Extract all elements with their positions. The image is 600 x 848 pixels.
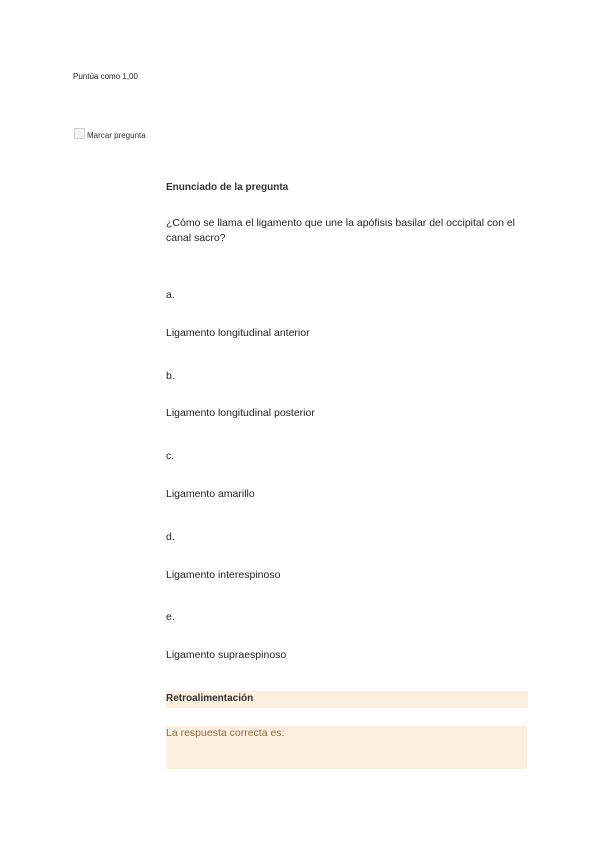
option-e-letter: e.: [166, 611, 175, 623]
flag-question[interactable]: [74, 126, 146, 140]
question-stem-heading: Enunciado de la pregunta: [166, 182, 289, 193]
option-b-text[interactable]: Ligamento longitudinal posterior: [166, 407, 315, 419]
question-text: ¿Cómo se llama el ligamento que une la apófisis basilar del occipital con el canal sacro?: [166, 217, 516, 244]
flag-checkbox[interactable]: [74, 128, 85, 139]
flag-label[interactable]: Marcar pregunta: [87, 131, 146, 140]
option-b-letter: b.: [166, 370, 175, 382]
option-c-letter: c.: [166, 450, 175, 462]
option-a-letter: a.: [166, 289, 175, 301]
grade-label: Puntúa como 1,00: [73, 72, 138, 81]
feedback-text: La respuesta correcta es:: [166, 727, 285, 739]
option-c-text[interactable]: Ligamento amarillo: [166, 488, 255, 500]
option-e-text[interactable]: Ligamento supraespinoso: [166, 649, 287, 661]
feedback-box: [166, 726, 527, 769]
option-a-text[interactable]: Ligamento longitudinal anterior: [166, 327, 310, 339]
option-d-letter: d.: [166, 531, 175, 543]
option-d-text[interactable]: Ligamento interespinoso: [166, 569, 281, 581]
feedback-heading: Retroalimentación: [166, 691, 528, 708]
